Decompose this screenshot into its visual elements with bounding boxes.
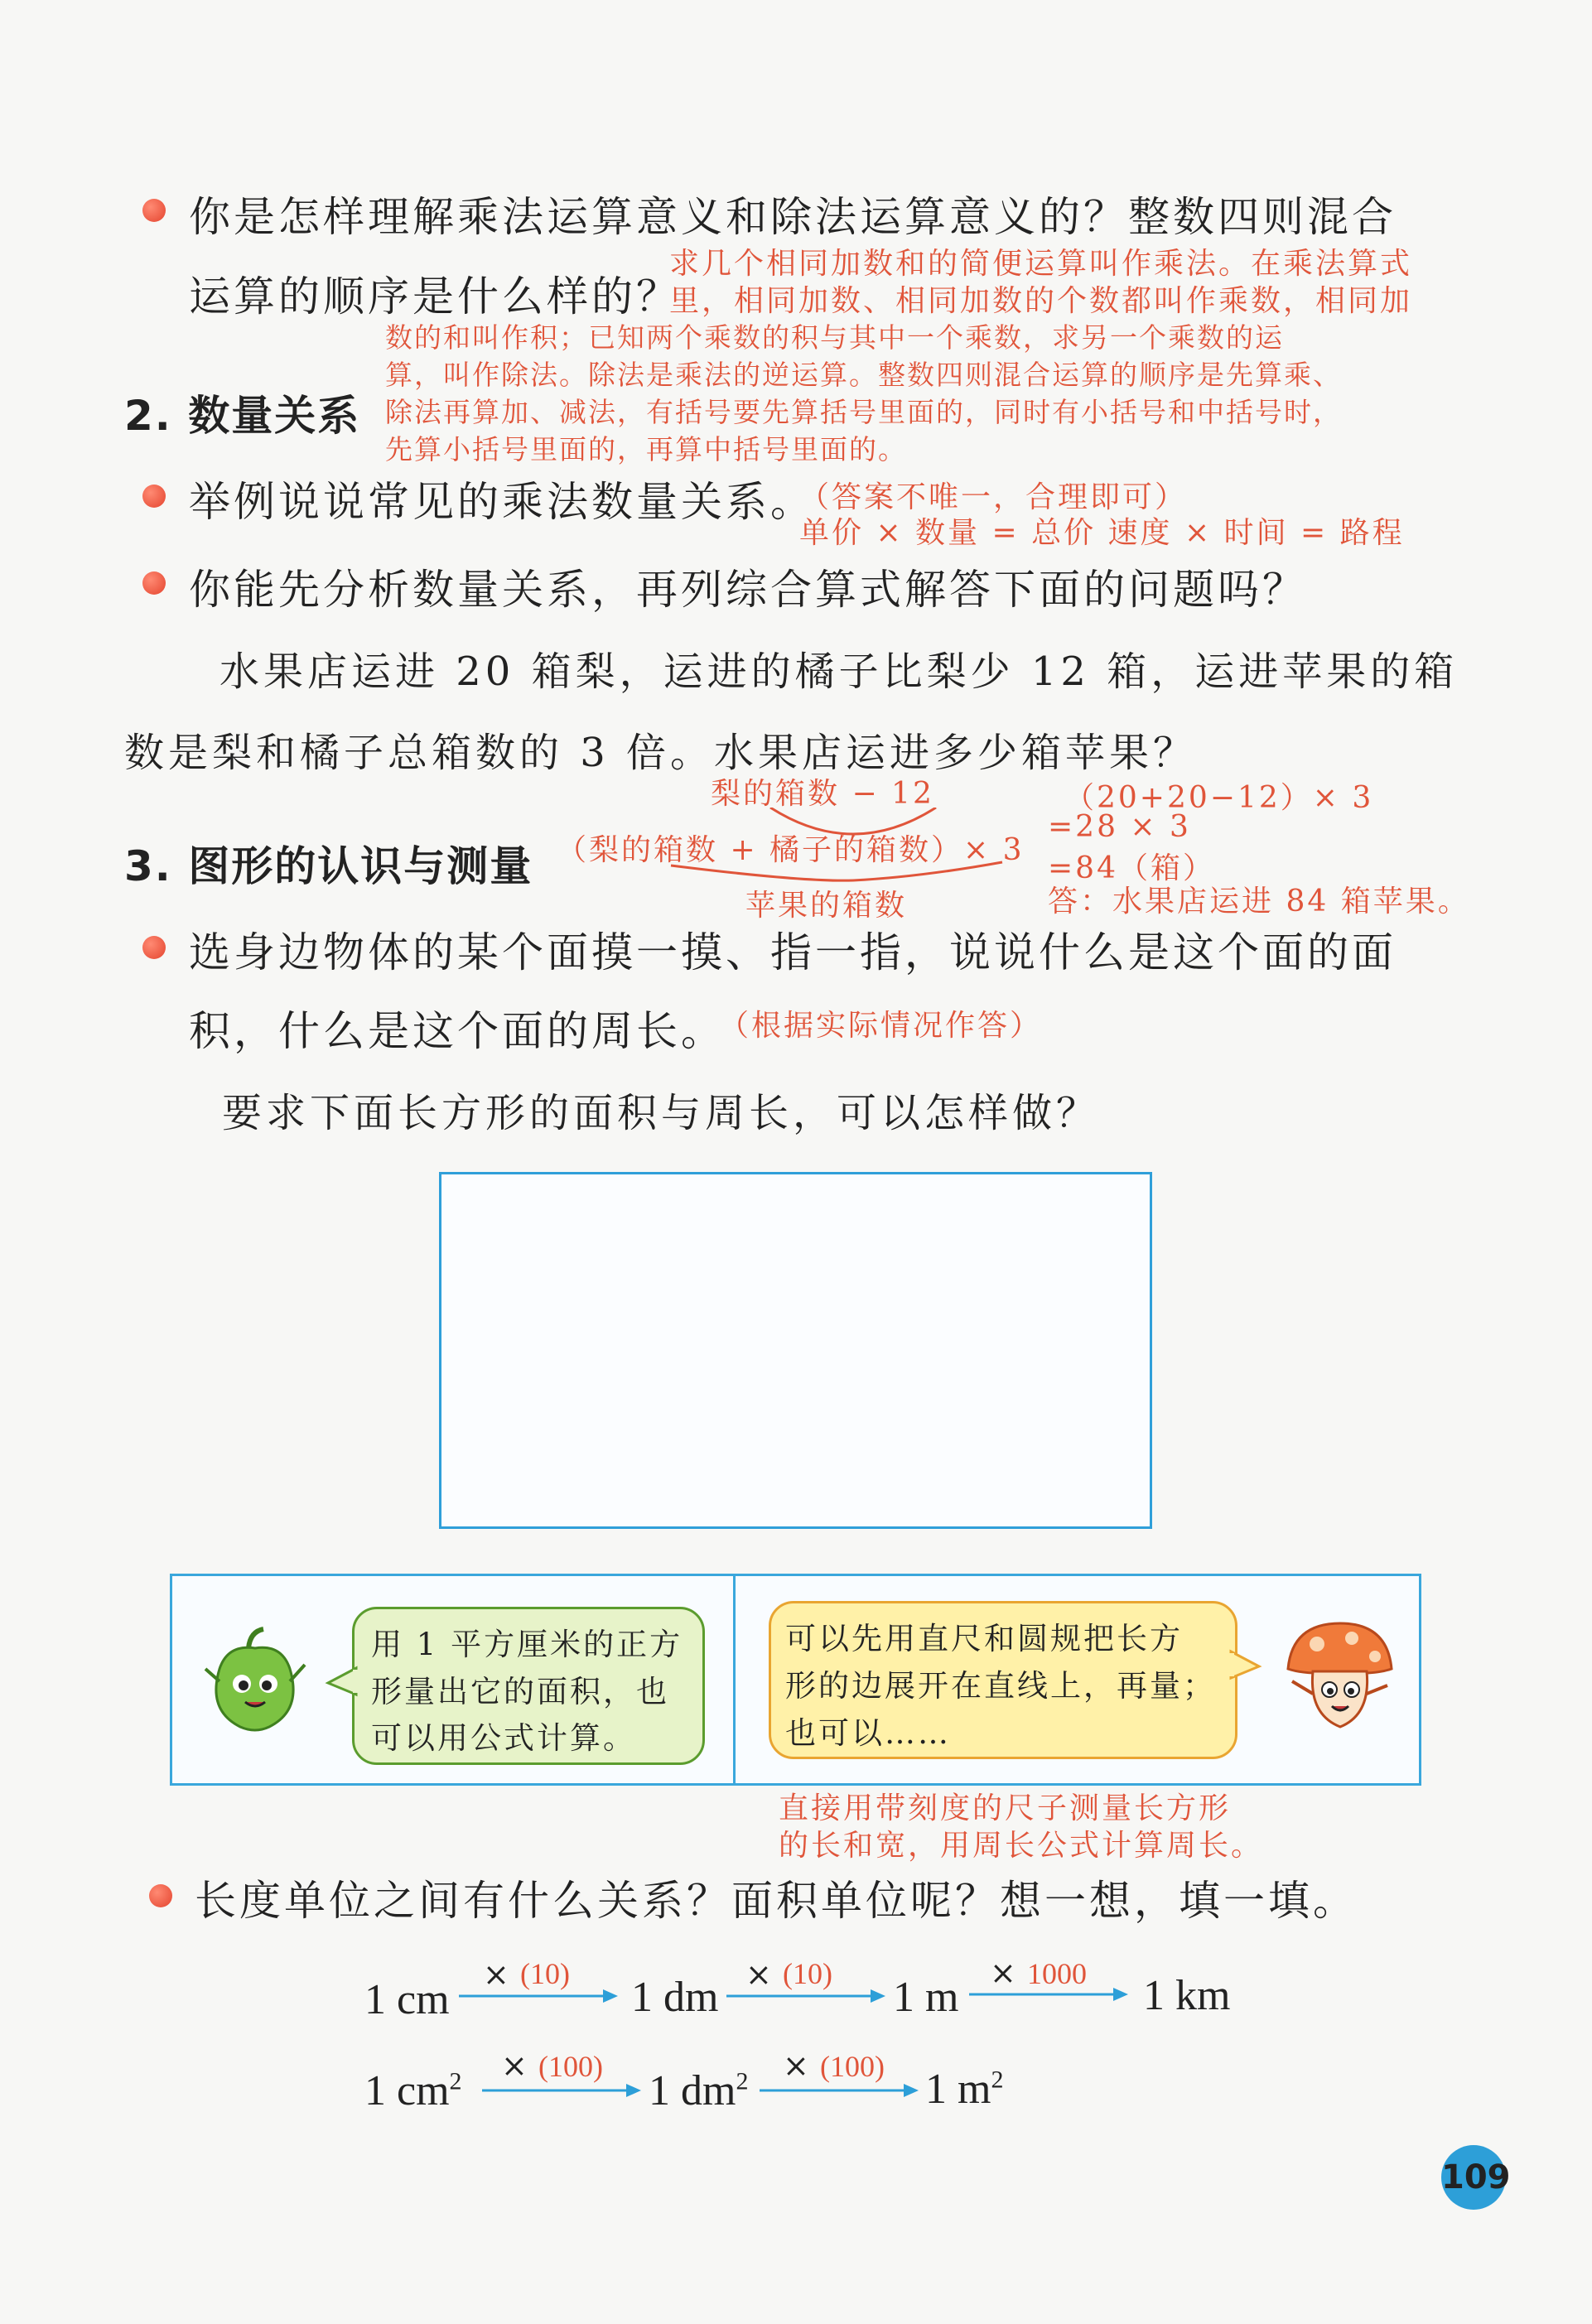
- rectangle-prompt: 要求下面长方形的面积与周长，可以怎样做？: [222, 1090, 1101, 1136]
- unit-cm2: 1 $cm^2$: [364, 2067, 462, 2114]
- arrow-icon: [456, 1986, 621, 2006]
- calc-line-2: =28 × 3: [1048, 810, 1191, 844]
- question-2-text: 举例说说常见的乘法数量关系。: [189, 478, 815, 526]
- bullet-icon: [142, 199, 166, 222]
- bullet-icon: [149, 1884, 172, 1907]
- bubble-left-line-1: 用 1 平方厘米的正方: [371, 1627, 683, 1662]
- analysis-bottom-label: 苹果的箱数: [745, 889, 908, 923]
- arrow-icon: [479, 2081, 644, 2100]
- length-fill-3: 1000: [1027, 1957, 1087, 1990]
- answer-2-note: （答案不唯一，合理即可）: [799, 480, 1188, 514]
- bubble-answer-line-1: 直接用带刻度的尺子测量长方形: [779, 1791, 1232, 1825]
- problem-line-1: 水果店运进 20 箱梨，运进的橘子比梨少 12 箱，运进苹果的箱: [220, 649, 1459, 695]
- analysis-top-label: 梨的箱数 − 12: [711, 777, 934, 811]
- section-3-title: 3. 图形的认识与测量: [124, 842, 533, 890]
- question-1-line-2: 运算的顺序是什么样的？: [189, 272, 681, 321]
- question-4-line-2: 积，什么是这个面的周长。: [189, 1007, 726, 1055]
- arrow-icon: [966, 1984, 1131, 2004]
- times-sign: ×: [501, 2047, 528, 2084]
- analysis-mid-label: （梨的箱数 + 橘子的箱数）× 3: [557, 833, 1025, 867]
- bubble-right-line-2: 形的边展开在直线上，再量；: [785, 1668, 1216, 1704]
- unit-dm2: 1 $dm^2$: [649, 2067, 749, 2114]
- bullet-icon: [142, 936, 166, 959]
- question-3-text: 你能先分析数量关系，再列综合算式解答下面的问题吗？: [189, 566, 1307, 614]
- calc-line-4: 答：水果店运进 84 箱苹果。: [1048, 885, 1470, 919]
- unit-km: 1 km: [1143, 1972, 1231, 2019]
- question-1-line-1: 你是怎样理解乘法运算意义和除法运算意义的？整数四则混合: [189, 193, 1397, 241]
- page-number: 109: [1441, 2145, 1506, 2210]
- times-sign: ×: [483, 1956, 509, 1993]
- bubble-tail-right: [1229, 1648, 1262, 1681]
- bubble-answer-line-2: 的长和宽，用周长公式计算周长。: [779, 1829, 1264, 1863]
- area-fill-1: (100): [538, 2050, 603, 2083]
- answer-1-line-3: 数的和叫作积；已知两个乘数的积与其中一个乘数，求另一个乘数的运: [385, 321, 1284, 354]
- bubble-left-line-3: 可以用公式计算。: [371, 1720, 636, 1756]
- answer-1-line-2: 里，相同加数、相同加数的个数都叫作乘数，相同加: [669, 284, 1413, 318]
- question-4-line-1: 选身边物体的某个面摸一摸、指一指，说说什么是这个面的面: [189, 928, 1397, 976]
- answer-1-line-6: 先算小括号里面的，再算中括号里面的。: [385, 433, 907, 465]
- rectangle-figure: [439, 1172, 1152, 1529]
- bullet-icon: [142, 571, 166, 595]
- answer-1-line-1: 求几个相同加数和的简便运算叫作乘法。在乘法算式: [669, 247, 1413, 281]
- bubble-tail-left: [325, 1665, 358, 1698]
- answer-2-text: 单价 × 数量 = 总价 速度 × 时间 = 路程: [799, 516, 1405, 550]
- calc-line-1: （20+20−12）× 3: [1064, 781, 1374, 815]
- problem-line-2: 数是梨和橘子总箱数的 3 倍。水果店运进多少箱苹果？: [124, 730, 1198, 776]
- calc-line-3: =84（箱）: [1048, 851, 1215, 885]
- length-fill-1: (10): [520, 1957, 570, 1990]
- answer-4: （根据实际情况作答）: [719, 1009, 1043, 1043]
- length-fill-2: (10): [783, 1957, 832, 1990]
- area-fill-2: (100): [820, 2050, 885, 2083]
- times-sign: ×: [990, 1955, 1016, 1991]
- pepper-character-icon: [199, 1619, 311, 1735]
- times-sign: ×: [745, 1956, 772, 1993]
- unit-cm: 1 cm: [364, 1976, 450, 2023]
- bubble-right-line-1: 可以先用直尺和圆规把长方: [785, 1621, 1183, 1656]
- bubble-right-line-3: 也可以……: [785, 1715, 951, 1751]
- times-sign: ×: [783, 2047, 809, 2084]
- answer-1-line-4: 算，叫作除法。除法是乘法的逆运算。整数四则混合运算的顺序是先算乘、: [385, 359, 1342, 391]
- mushroom-character-icon: [1276, 1615, 1400, 1739]
- arrow-icon: [723, 1986, 889, 2006]
- unit-m2: 1 $m^2$: [925, 2066, 1004, 2113]
- section-2-title: 2. 数量关系: [124, 392, 361, 440]
- bullet-icon: [142, 485, 166, 508]
- bubble-left-line-2: 形量出它的面积，也: [371, 1674, 669, 1709]
- question-5-text: 长度单位之间有什么关系？面积单位呢？想一想，填一填。: [195, 1877, 1358, 1925]
- unit-m: 1 m: [893, 1974, 959, 2021]
- arrow-icon: [756, 2081, 922, 2100]
- answer-1-line-5: 除法再算加、减法，有括号要先算括号里面的，同时有小括号和中括号时，: [385, 396, 1342, 428]
- unit-dm: 1 dm: [631, 1974, 719, 2021]
